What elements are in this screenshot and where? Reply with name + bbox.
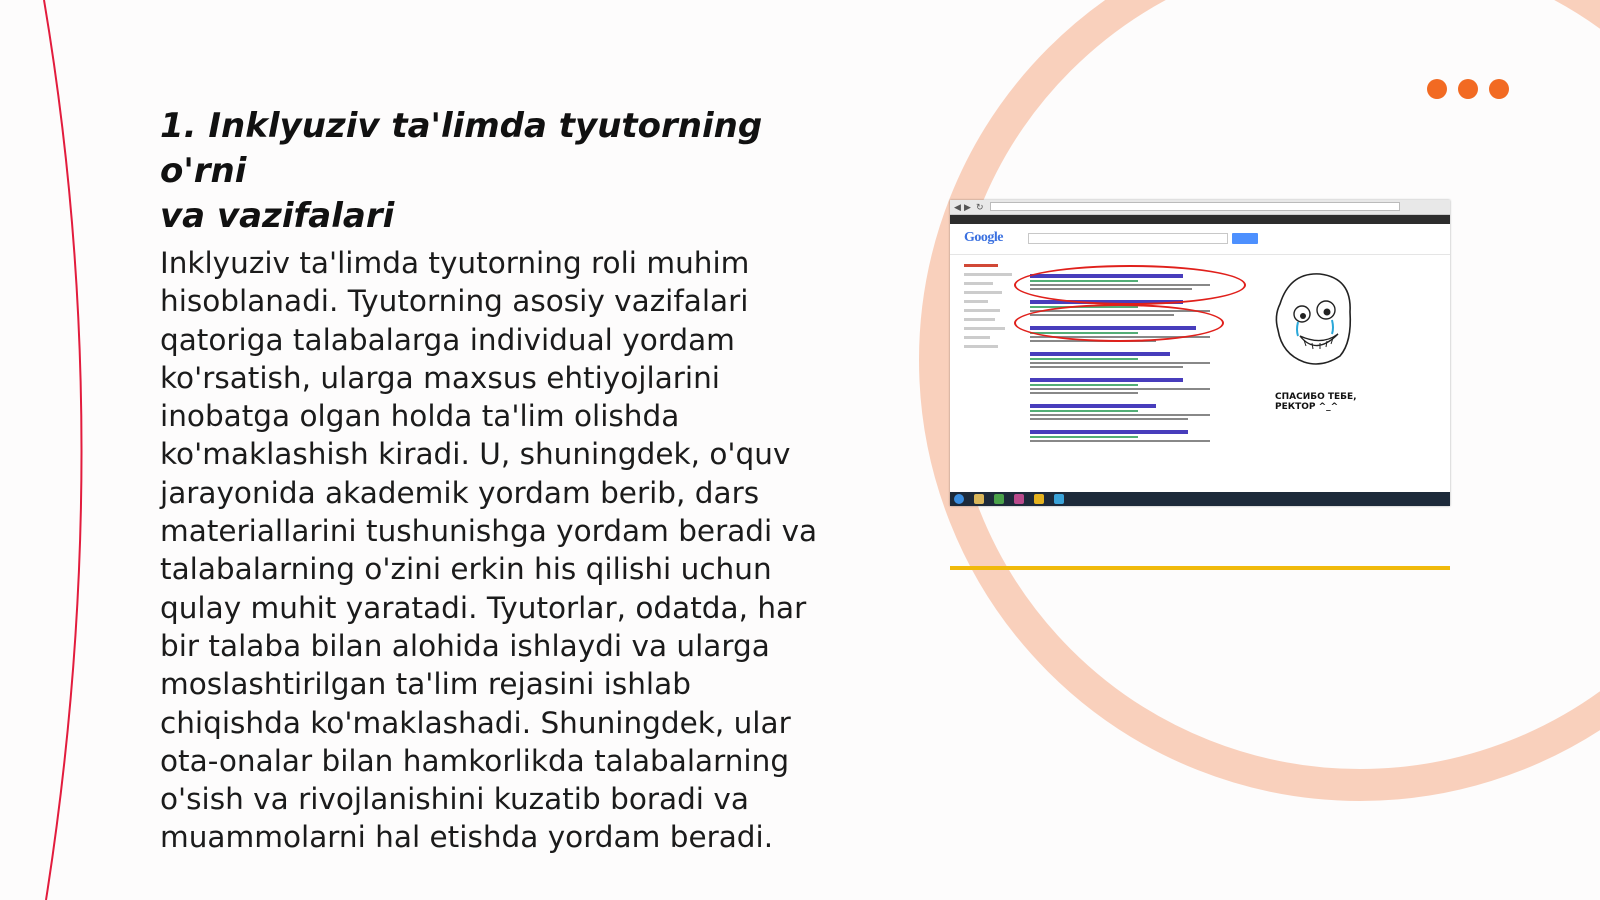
orange-dot xyxy=(1458,79,1478,99)
meme-caption xyxy=(1275,392,1357,412)
google-search-button xyxy=(1232,233,1258,244)
browser-toolbar xyxy=(950,200,1450,215)
body-line: ko'rsatish, ularga maxsus ehtiyojlarini xyxy=(160,360,720,395)
forward-icon: ▶ xyxy=(964,202,971,212)
result-item xyxy=(1030,430,1210,442)
yellow-underline-bar xyxy=(950,566,1450,570)
app-icon xyxy=(1014,494,1024,504)
meme-caption-line: РЕКТОР ^_^ xyxy=(1275,402,1339,412)
google-header xyxy=(950,224,1450,255)
result-item xyxy=(1030,352,1210,368)
red-highlight-circle xyxy=(1014,304,1224,342)
skype-icon xyxy=(1054,494,1064,504)
google-top-bar xyxy=(950,215,1450,224)
google-search-box xyxy=(1028,233,1228,244)
slide-title xyxy=(160,104,840,239)
meme-caption-line: СПАСИБО ТЕБЕ, xyxy=(1275,392,1357,402)
body-line: qatoriga talabalarga individual yordam xyxy=(160,322,735,357)
google-logo-text: Google xyxy=(964,230,1003,245)
body-line: ota-onalar bilan hamkorlikda talabalarning xyxy=(160,743,790,778)
orange-dot xyxy=(1427,79,1447,99)
title-line: 1. Inklyuziv ta'limda tyutorning o'rni xyxy=(160,106,763,191)
embedded-screenshot-image xyxy=(950,200,1450,506)
body-line: ko'maklashish kiradi. U, shuningdek, o'quv xyxy=(160,437,791,472)
result-item xyxy=(1030,378,1210,394)
left-red-curve xyxy=(44,0,82,900)
body-line: jarayonida akademik yordam berib, dars xyxy=(160,475,760,510)
body-line: Inklyuziv ta'limda tyutorning roli muhim xyxy=(160,246,750,280)
body-line: qulay muhit yaratadi. Tyutorlar, odatda, har xyxy=(160,590,807,625)
body-line: muammolarni hal etishda yordam beradi. xyxy=(160,820,774,855)
google-sidebar xyxy=(964,264,1012,354)
body-line: bir talaba bilan alohida ishlaydi va ularga xyxy=(160,628,770,663)
windows-taskbar xyxy=(950,492,1450,506)
reload-icon: ↻ xyxy=(976,202,984,212)
body-line: talabalarning o'zini erkin his qilishi uchun xyxy=(160,552,772,587)
result-item xyxy=(1030,404,1210,420)
body-line: chiqishda ko'maklashadi. Shuningdek, ular xyxy=(160,705,791,740)
body-line: o'sish va rivojlanishini kuzatib boradi va xyxy=(160,782,749,817)
body-line: materiallarini tushunishga yordam beradi va xyxy=(160,514,818,549)
folder-icon xyxy=(974,494,984,504)
body-line: hisoblanadi. Tyutorning asosiy vazifalari xyxy=(160,284,749,319)
browser-icon xyxy=(1034,494,1044,504)
meme-face-drawing xyxy=(1260,264,1370,384)
title-line: va vazifalari xyxy=(160,196,395,236)
start-icon xyxy=(954,494,964,504)
body-line: moslashtirilgan ta'lim rejasini ishlab xyxy=(160,667,691,702)
slide-body-text xyxy=(160,244,840,857)
media-icon xyxy=(994,494,1004,504)
dots-decoration xyxy=(1427,79,1509,99)
orange-dot xyxy=(1489,79,1509,99)
red-highlight-circle xyxy=(1014,265,1246,305)
body-line: inobatga olgan holda ta'lim olishda xyxy=(160,399,680,434)
google-logo xyxy=(964,230,1003,246)
back-icon: ◀ xyxy=(954,202,961,212)
address-bar xyxy=(990,202,1400,211)
